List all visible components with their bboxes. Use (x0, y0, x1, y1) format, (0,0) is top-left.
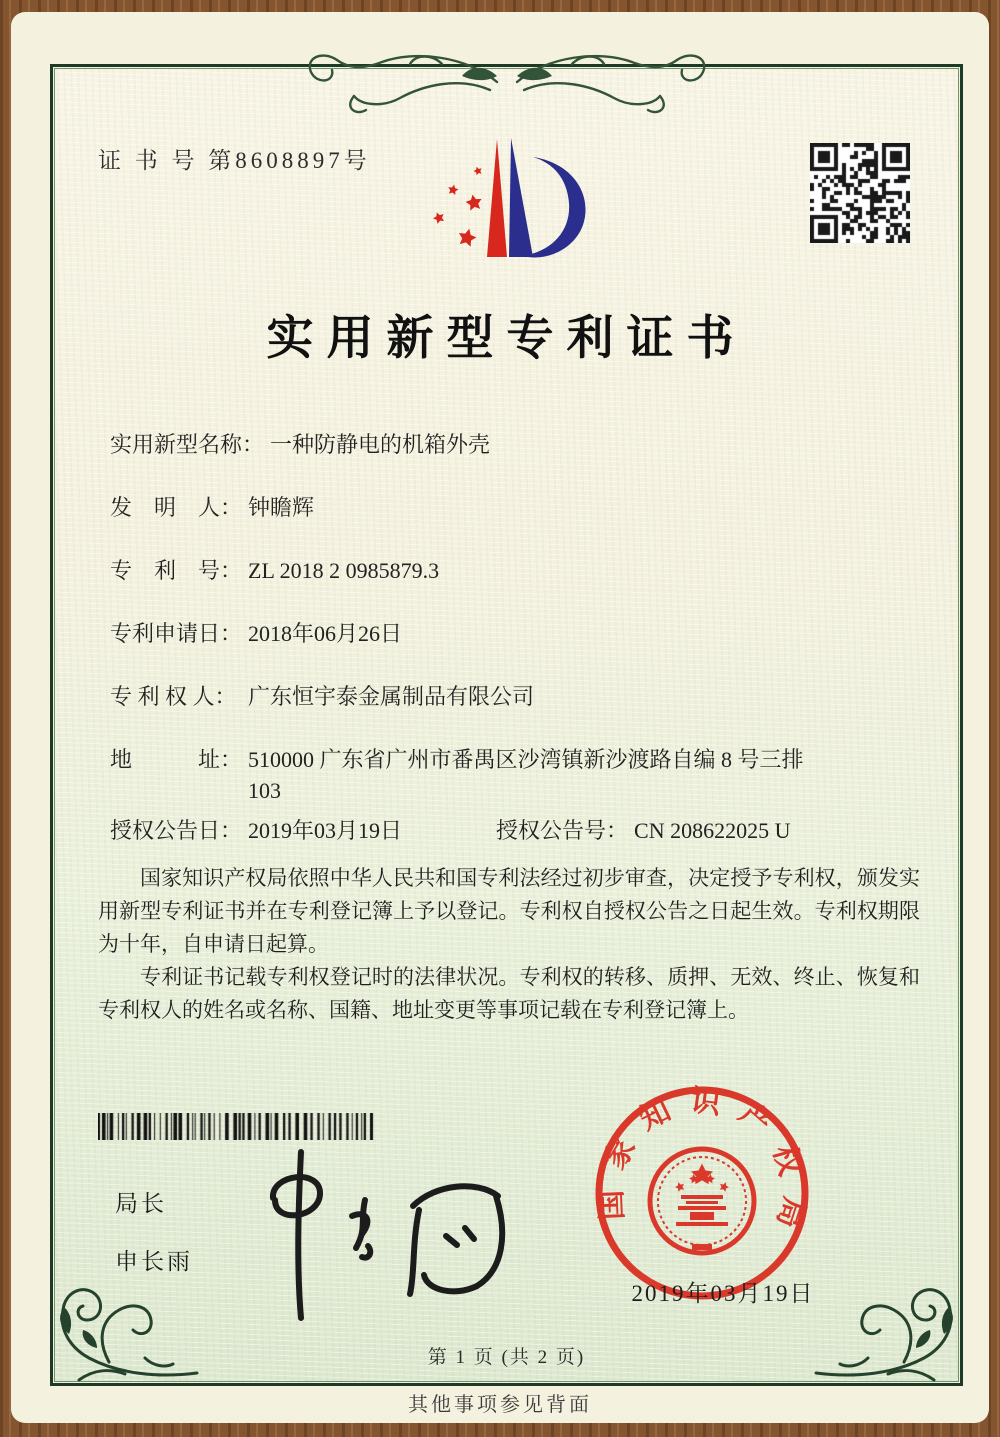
certificate-paper (11, 12, 989, 1423)
official-seal-stamp (589, 1080, 815, 1306)
grant-date-pair (110, 816, 496, 846)
field-row-address (110, 745, 914, 806)
back-side-note: 其他事项参见背面 (408, 1394, 592, 1416)
legal-paragraph-2: 专利证书记载专利权登记时的法律状况。专利权的转移、质押、无效、终止、恢复和专利权人的姓名或名称、国籍、地址变更等事项记载在专利登记簿上。 (98, 965, 920, 1022)
corner-scroll-ornament (814, 1263, 964, 1388)
field-value: ZL 2018 2 0985879.3 (248, 558, 440, 583)
director-block (115, 1185, 193, 1276)
certificate-body (50, 64, 963, 1386)
field-value: 一种防静电的机箱外壳 (270, 432, 491, 457)
certificate-number: 证 书 号 第8608897号 (98, 148, 371, 173)
fields-section (110, 430, 914, 879)
field-value: CN 208622025 U (634, 818, 791, 843)
director-title: 局长 (115, 1191, 167, 1216)
legal-paragraph-1: 国家知识产权局依照中华人民共和国专利法经过初步审查，决定授予专利权，颁发实用新型专利证书并在专利登记簿上予以登记。专利权自授权公告之日起生效。专利权期限为十年，自申请日起算。 (98, 866, 920, 956)
field-label: 地 址： (110, 747, 243, 772)
field-row-patent-number (110, 556, 914, 586)
field-value: 2019年03月19日 (248, 818, 403, 843)
field-row-name (110, 430, 914, 460)
page-number: 第 1 页 (共 2 页) (427, 1347, 586, 1368)
field-row-grant (110, 816, 914, 846)
field-value: 510000 广东省广州市番禺区沙湾镇新沙渡路自编 8 号三排 (248, 747, 804, 772)
field-label: 实用新型名称： (110, 432, 265, 457)
barcode (98, 1113, 374, 1140)
field-row-patentee (110, 682, 914, 712)
field-label: 发 明 人： (110, 495, 243, 520)
field-label: 授权公告号： (496, 818, 629, 843)
field-value: 广东恒宇泰金属制品有限公司 (248, 684, 535, 709)
legal-text (98, 862, 920, 1027)
corner-scroll-ornament (49, 1263, 199, 1388)
dragon-flourish-ornament (292, 42, 722, 122)
field-value: 钟瞻辉 (248, 495, 315, 520)
field-label: 授权公告日： (110, 818, 243, 843)
seal-date: 2019年03月19日 (631, 1281, 815, 1306)
field-row-filing-date (110, 619, 914, 649)
director-signature (213, 1142, 523, 1327)
qr-code (810, 143, 910, 243)
field-value: 2018年06月26日 (248, 621, 403, 646)
cnipa-logo-icon (411, 131, 603, 265)
director-name: 申长雨 (115, 1249, 193, 1274)
field-label: 专 利 号： (110, 558, 243, 583)
field-label: 专 利 权 人： (110, 684, 237, 709)
field-label: 专利申请日： (110, 621, 243, 646)
field-row-inventor (110, 493, 914, 523)
certificate-title: 实用新型专利证书 (266, 313, 747, 365)
grant-no-pair (496, 818, 790, 843)
field-value-line2: 103 (248, 778, 281, 803)
seal-text: 国家知识产权局 (594, 1083, 812, 1249)
